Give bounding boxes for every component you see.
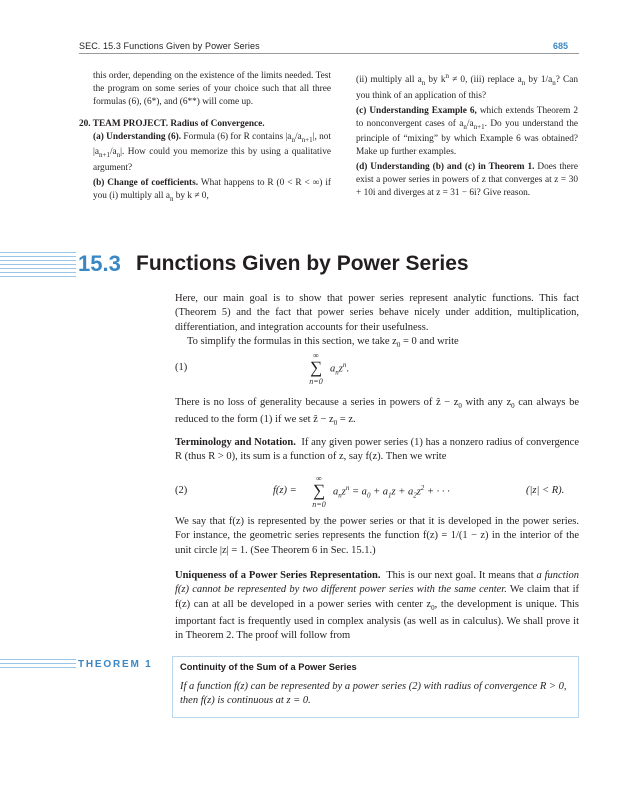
sub: 2 — [413, 491, 417, 500]
text: If any given power series (1) has a nonzero radius of convergence R (thus R > 0), its sum is a function of z, say f(z). Then we write — [175, 437, 580, 463]
represented-paragraph — [175, 515, 579, 558]
t: + · · · — [424, 486, 450, 498]
t: z — [338, 363, 343, 375]
sub: n — [291, 135, 295, 144]
part-a-text: |. How could you memorize this by using a qualitative argument? — [93, 147, 331, 174]
theorem-decoration — [0, 659, 76, 671]
sup: n — [342, 361, 347, 369]
part-b-heading: (b) Change of coefficients. — [93, 178, 199, 189]
part-d-heading: (d) Understanding (b) and (c) in Theorem 1. — [356, 162, 535, 173]
text: . Do you understand the principle of “mixing” by which Example 6 was obtained? Make up further examples. — [356, 118, 578, 158]
text: (ii) multiply all a — [356, 75, 422, 86]
uniqueness-heading: Uniqueness of a Power Series Representation. — [175, 570, 381, 581]
equation-1-label: (1) — [175, 362, 188, 373]
t: = a — [351, 486, 367, 498]
text: by 1/a — [525, 75, 553, 86]
text: by k — [425, 75, 446, 86]
intro-text: Here, our main goal is to show that power series represent analytic functions. This fact (Theorem 5) and the fact that power series behave nicely under addition, multiplication, differentiation, and integration accounts for their usefulness. — [175, 293, 579, 333]
t: a — [330, 363, 336, 375]
running-header: SEC. 15.3 Functions Given by Power Series — [79, 41, 260, 51]
text: = 0 and write — [400, 335, 459, 347]
t: z — [416, 486, 421, 498]
text: which extends Theorem 2 to nonconvergent cases of a — [356, 105, 578, 129]
intro-paragraph — [175, 292, 579, 352]
right-column — [356, 70, 578, 200]
eq1-sigma-top: ∞ — [313, 351, 319, 360]
sub: n+1 — [473, 122, 485, 131]
section-number: 15.3 — [78, 251, 121, 276]
sub: n+1 — [99, 151, 110, 160]
t: + a — [370, 486, 389, 498]
t: a — [333, 486, 339, 498]
text: To simplify the formulas in this section, we take z — [187, 335, 397, 347]
eq1-sigma: ∑ — [309, 358, 323, 377]
part-a-text: |, not |a — [93, 131, 332, 158]
part-a-text: Formula (6) for R contains |a — [183, 131, 292, 142]
sub: 0 — [396, 340, 401, 349]
part-a-heading: (a) Understanding (6). — [93, 131, 182, 142]
sub: 0 — [511, 402, 515, 411]
equation-2-series — [333, 484, 450, 500]
sub: n — [463, 122, 467, 131]
generality-paragraph — [175, 396, 579, 431]
sub: 1 — [388, 491, 392, 500]
text: ≠ 0, (iii) replace a — [449, 75, 522, 86]
text: This is our next goal. It means that — [386, 570, 537, 581]
part-b-text: by k ≠ 0, — [173, 190, 209, 201]
text: , the development is unique. This important fact is frequently used in complex analysis (as well as in calculus). We shall prove it in Theorem 2. The proof will follow from — [175, 598, 579, 642]
section-title: Functions Given by Power Series — [136, 252, 469, 275]
sub: 0 — [458, 402, 462, 411]
uniqueness-paragraph — [175, 569, 579, 644]
simplify-text — [175, 335, 579, 352]
problem-20d — [356, 161, 578, 200]
sub: 0 — [333, 419, 338, 428]
generality-text — [175, 396, 579, 431]
text: /a — [466, 118, 474, 129]
sub: 0 — [431, 603, 435, 612]
sub: n — [116, 151, 121, 160]
part-b-continued — [356, 70, 578, 103]
problem-20a — [79, 131, 331, 175]
eq2-sigma-bottom: n=0 — [312, 500, 326, 509]
text: with any z — [461, 397, 512, 408]
terminology-heading: Terminology and Notation. — [175, 437, 296, 448]
equation-1-term — [330, 361, 349, 377]
uniqueness-italic: a function f(z) cannot be represented by two different power series with the same center. — [175, 570, 579, 596]
sub: n — [552, 78, 556, 87]
problem-20-heading: 20. TEAM PROJECT. Radius of Convergence. — [79, 118, 265, 129]
sub: n — [169, 194, 174, 203]
uniqueness-text — [175, 569, 579, 644]
text: There is no loss of generality because a series in powers of ẑ − z — [175, 397, 459, 408]
terminology-paragraph — [175, 436, 579, 465]
sub: n — [421, 78, 426, 87]
sub: 0 — [366, 491, 371, 500]
part-a-text: /a — [109, 147, 117, 158]
eq2-sigma-top: ∞ — [316, 474, 322, 483]
theorem-title: Continuity of the Sum of a Power Series — [180, 662, 357, 672]
section-decoration — [0, 252, 76, 278]
represented-text: We say that f(z) is represented by the power series or that it is developed in the power series. For instance, the geometric series represents the function f(z) = 1/(1 − z) in the interior of the unit circle |z| = 1. (See Theorem 6 in Sec. 15.1.) — [175, 516, 579, 556]
sup: 2 — [420, 484, 425, 492]
page-number: 685 — [553, 41, 569, 51]
t: z — [341, 486, 346, 498]
text: can always be reduced to the form (1) if we set ẑ − z — [175, 397, 579, 426]
theorem-body: If a function f(z) can be represented by a power series (2) with radius of convergence R > 0, then f(z) is continuous at z = 0. — [180, 681, 567, 706]
sub: n — [521, 78, 526, 87]
header-rule — [79, 53, 579, 54]
eq2-sigma: ∑ — [312, 481, 326, 500]
left-para-continuation: this order, depending on the existence of the limits needed. Test the program on some series of your choice such that all three formulas (6), (6*), and (6**) will come up. — [93, 71, 331, 107]
problem-20c — [356, 105, 578, 159]
text: ? Can you think of an application of this? — [356, 75, 578, 101]
t: z + a — [391, 486, 414, 498]
text: = z. — [337, 414, 356, 426]
problem-20b — [79, 177, 331, 206]
sup: n — [445, 72, 450, 80]
t: . — [346, 363, 349, 375]
text: Does there exist a power series in powers of z that converges at z = 30 + 10i and diverges at z = 31 − 6i? Give reason. — [356, 162, 579, 199]
left-column — [79, 70, 331, 206]
sub: n — [338, 491, 342, 500]
sub: n — [335, 368, 339, 377]
eq1-sigma-bottom: n=0 — [309, 377, 323, 386]
part-c-heading: (c) Understanding Example 6, — [356, 105, 477, 116]
theorem-label: THEOREM 1 — [78, 659, 153, 670]
equation-2-label: (2) — [175, 485, 188, 496]
eq2-condition: (|z| < R). — [526, 485, 565, 496]
eq2-lhs: f(z) = — [273, 485, 297, 496]
text: We claim that if f(z) can at all be developed in a power series with center z — [175, 584, 579, 610]
part-b-text: What happens to R (0 < R < ∞) if you (i) multiply all a — [93, 178, 332, 201]
sub: n+1 — [301, 135, 313, 144]
terminology-text — [175, 436, 579, 465]
part-a-text: /a — [294, 131, 302, 142]
sup: n — [345, 484, 350, 492]
